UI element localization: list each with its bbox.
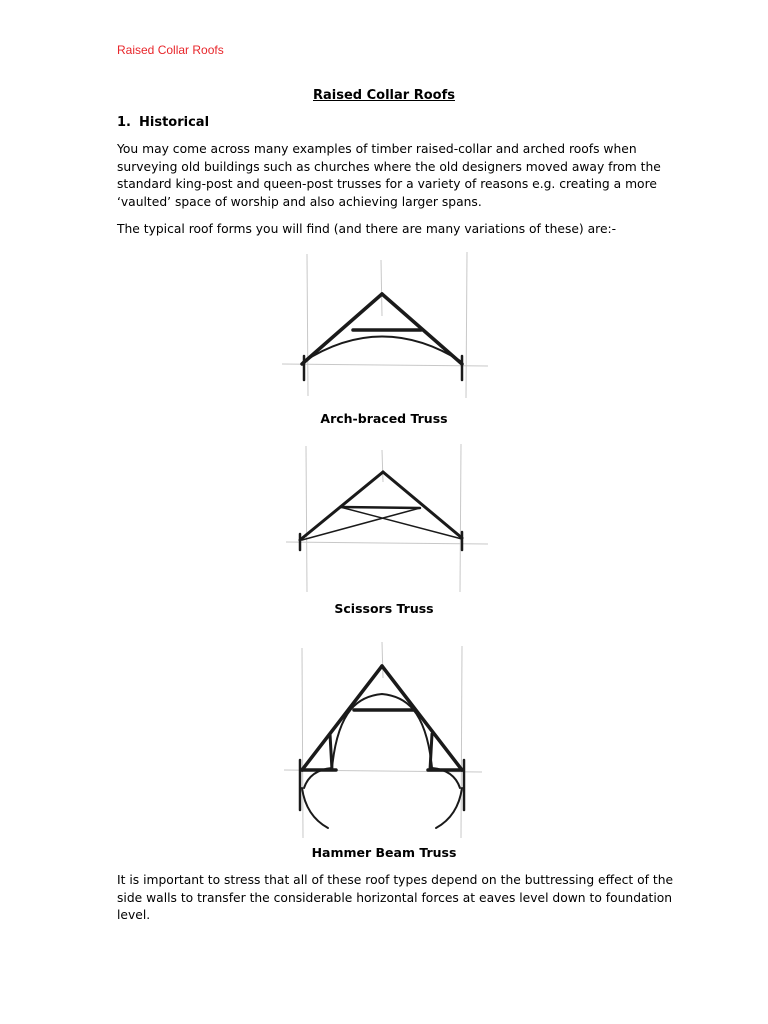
text-line: The typical roof forms you will find (and there are many variations of these) are:- (117, 222, 617, 236)
document-title: Raised Collar Roofs (313, 88, 455, 103)
text-line: You may come across many examples of timber raised-collar and arched roofs when (117, 142, 637, 156)
figure-caption: Arch-braced Truss (320, 411, 448, 426)
hammer-beam-truss-sketch (280, 638, 486, 843)
text-line: It is important to stress that all of these roof types depend on the buttressing effect of the (117, 873, 674, 887)
paragraph-roof-forms (117, 221, 647, 239)
text-line: standard king-post and queen-post trusses for a variety of reasons e.g. creating a more (117, 177, 657, 191)
scissors-truss-sketch (282, 442, 492, 597)
paragraph-historical (117, 141, 661, 211)
text-line: surveying old buildings such as churches where the old designers moved away from the (117, 159, 661, 174)
figure-caption: Scissors Truss (334, 601, 434, 616)
text-line: ‘vaulted’ space of worship and also achieving larger spans. (117, 194, 482, 209)
section-number: 1. (117, 115, 131, 130)
arch-braced-truss-sketch (274, 246, 492, 406)
paragraph-buttressing (117, 872, 674, 925)
text-line: level. (117, 908, 151, 922)
text-line: side walls to transfer the considerable horizontal forces at eaves level down to foundation (117, 890, 673, 905)
section-title: Historical (139, 115, 210, 130)
figure-caption: Hammer Beam Truss (311, 845, 457, 860)
section-heading (117, 115, 209, 130)
running-header: Raised Collar Roofs (117, 43, 224, 57)
